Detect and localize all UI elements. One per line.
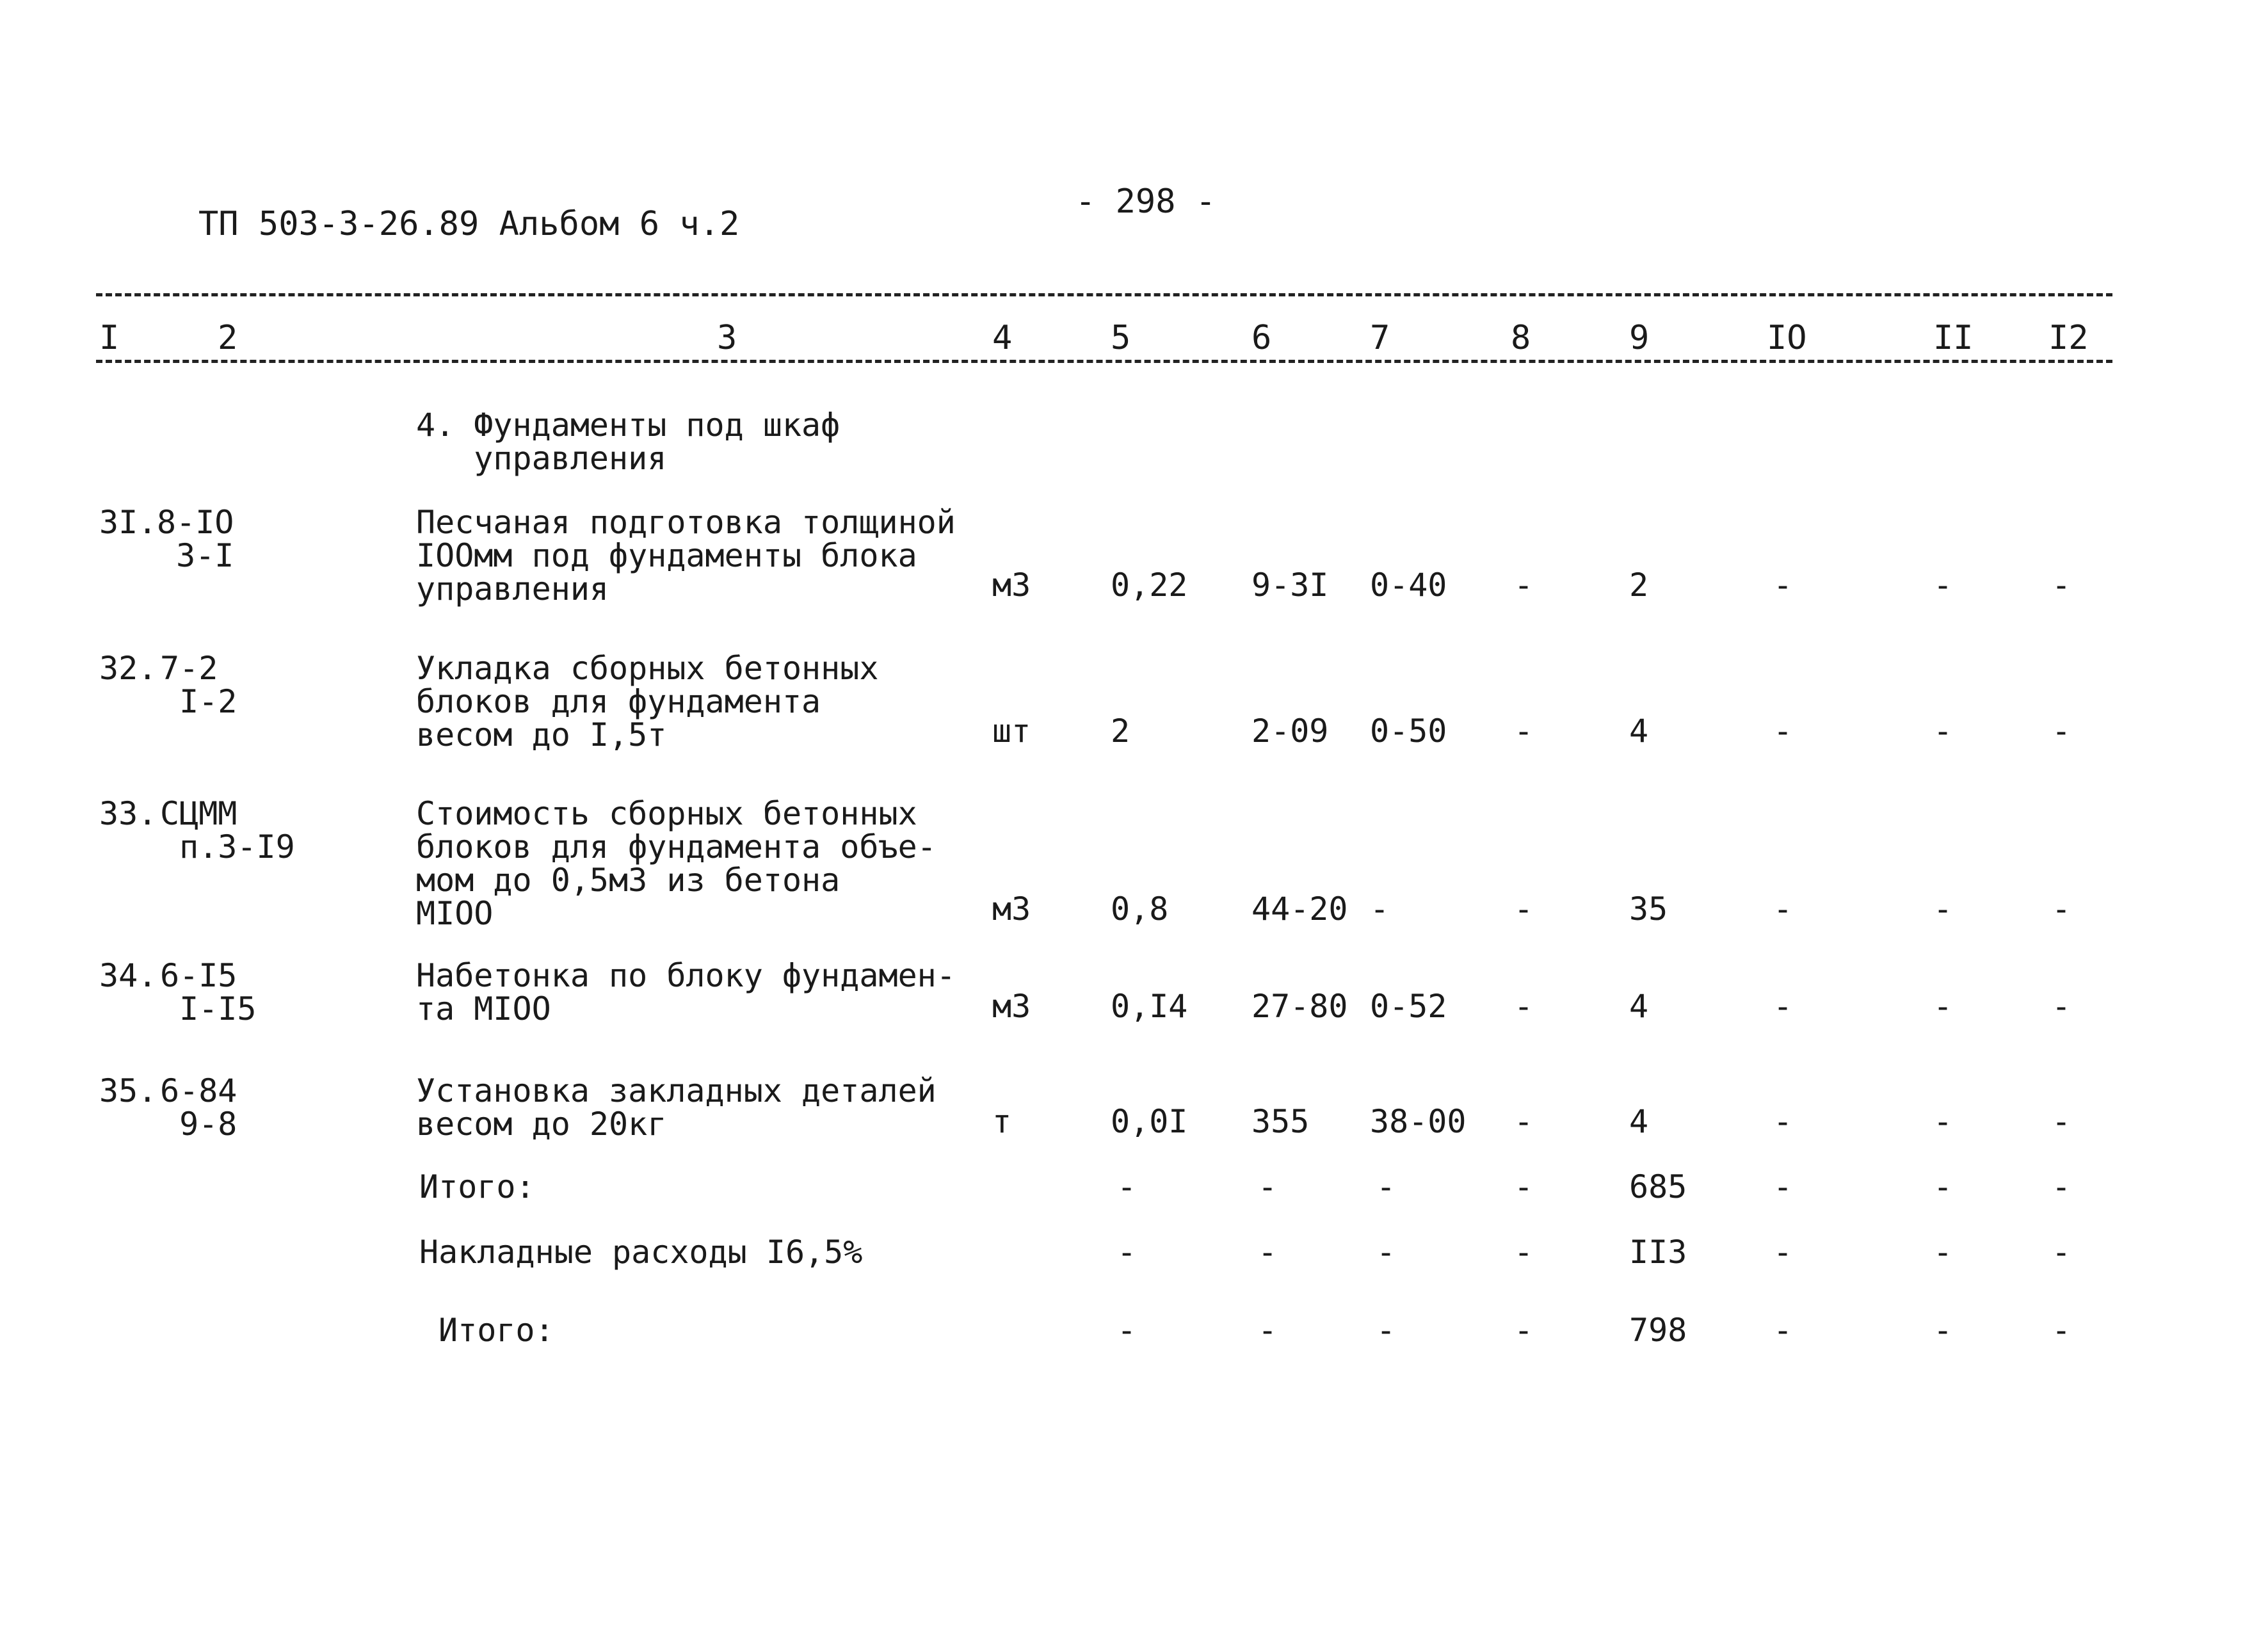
col-num-9: 9 [1629, 319, 1650, 357]
col-num-10: IO [1767, 319, 1807, 357]
row-number: 3I. [99, 504, 157, 541]
row-number: 33. [99, 795, 157, 832]
row-col11: - [1933, 988, 1953, 1025]
row-quantity: 0,22 [1111, 567, 1188, 604]
row-wage: - [1370, 890, 1390, 928]
overhead-col7: - [1376, 1234, 1396, 1271]
grand-total-col11: - [1933, 1312, 1953, 1349]
row-col8: - [1514, 988, 1534, 1025]
row-col9: 2 [1629, 567, 1649, 604]
total-label: Итого: [419, 1168, 535, 1205]
overhead-col11: - [1933, 1234, 1953, 1271]
row-col12: - [2052, 890, 2071, 928]
overhead-col6: - [1258, 1234, 1278, 1271]
total-col11: - [1933, 1168, 1953, 1205]
row-col11: - [1933, 712, 1953, 750]
row-col12: - [2052, 988, 2071, 1025]
col-num-3: 3 [717, 319, 737, 357]
document-code: ТП 503-3-26.89 Альбом 6 ч.2 [198, 205, 740, 243]
row-code: 7-2 I-2 [160, 650, 237, 720]
row-code: СЦММ п.3-I9 [160, 795, 295, 865]
row-col10: - [1773, 988, 1793, 1025]
grand-total-col12: - [2052, 1312, 2071, 1349]
row-col8: - [1514, 1103, 1534, 1140]
overhead-label: Накладные расходы I6,5% [419, 1234, 863, 1271]
row-number: 34. [99, 957, 157, 994]
row-col8: - [1514, 567, 1534, 604]
row-number: 35. [99, 1072, 157, 1109]
row-price: 44-20 [1251, 890, 1348, 928]
row-col9: 4 [1629, 1103, 1649, 1140]
page-number: - 298 - [1075, 182, 1216, 221]
row-description: Укладка сборных бетонных блоков для фундамента весом до I,5т [416, 650, 879, 753]
row-col9: 4 [1629, 712, 1649, 750]
row-col12: - [2052, 1103, 2071, 1140]
total-col7: - [1376, 1168, 1396, 1205]
total-col9: 685 [1629, 1168, 1687, 1205]
overhead-col9: II3 [1629, 1234, 1687, 1271]
grand-total-col10: - [1773, 1312, 1793, 1349]
row-price: 9-3I [1251, 567, 1329, 604]
row-wage: 38-00 [1370, 1103, 1467, 1140]
row-col11: - [1933, 1103, 1953, 1140]
header-rule-top [96, 293, 2112, 296]
row-code: 6-84 9-8 [160, 1072, 237, 1143]
row-quantity: 2 [1111, 712, 1130, 750]
row-number: 32. [99, 650, 157, 687]
row-col9: 35 [1629, 890, 1668, 928]
row-col8: - [1514, 712, 1534, 750]
overhead-col5: - [1117, 1234, 1137, 1271]
grand-total-col9: 798 [1629, 1312, 1687, 1349]
grand-total-col5: - [1117, 1312, 1137, 1349]
row-description: Установка закладных деталей весом до 20кг [416, 1072, 937, 1143]
row-description: Песчаная подготовка толщиной IOOмм под фундаменты блока управления [416, 504, 956, 608]
row-col10: - [1773, 1103, 1793, 1140]
col-num-6: 6 [1251, 319, 1272, 357]
total-col8: - [1514, 1168, 1534, 1205]
row-col10: - [1773, 567, 1793, 604]
row-unit: т [992, 1103, 1012, 1140]
overhead-col12: - [2052, 1234, 2071, 1271]
row-quantity: 0,8 [1111, 890, 1169, 928]
total-col12: - [2052, 1168, 2071, 1205]
col-num-11: II [1933, 319, 1974, 357]
col-num-2: 2 [218, 319, 238, 357]
col-num-12: I2 [2048, 319, 2089, 357]
row-quantity: 0,0I [1111, 1103, 1188, 1140]
row-col10: - [1773, 712, 1793, 750]
row-col9: 4 [1629, 988, 1649, 1025]
row-price: 2-09 [1251, 712, 1329, 750]
header-rule-bottom [96, 360, 2112, 363]
row-description: Стоимость сборных бетонных блоков для фундамента объе- мом до 0,5м3 из бетона MIOO [416, 795, 937, 932]
row-col8: - [1514, 890, 1534, 928]
overhead-col8: - [1514, 1234, 1534, 1271]
row-code: 6-I5 I-I5 [160, 957, 257, 1027]
row-col11: - [1933, 567, 1953, 604]
grand-total-label: Итого: [438, 1312, 554, 1349]
col-num-7: 7 [1370, 319, 1390, 357]
row-wage: 0-50 [1370, 712, 1447, 750]
col-num-5: 5 [1111, 319, 1131, 357]
row-unit: м3 [992, 890, 1031, 928]
row-col12: - [2052, 567, 2071, 604]
row-col12: - [2052, 712, 2071, 750]
row-description: Набетонка по блоку фундамен- та MIOO [416, 957, 956, 1027]
total-col10: - [1773, 1168, 1793, 1205]
grand-total-col6: - [1258, 1312, 1278, 1349]
row-col11: - [1933, 890, 1953, 928]
overhead-col10: - [1773, 1234, 1793, 1271]
col-num-1: I [99, 319, 120, 357]
grand-total-col7: - [1376, 1312, 1396, 1349]
section-title: 4. Фундаменты под шкаф управления [416, 406, 840, 477]
row-price: 27-80 [1251, 988, 1348, 1025]
row-unit: м3 [992, 567, 1031, 604]
total-col5: - [1117, 1168, 1137, 1205]
row-quantity: 0,I4 [1111, 988, 1188, 1025]
row-price: 355 [1251, 1103, 1310, 1140]
row-wage: 0-40 [1370, 567, 1447, 604]
col-num-8: 8 [1511, 319, 1531, 357]
col-num-4: 4 [992, 319, 1013, 357]
row-unit: м3 [992, 988, 1031, 1025]
grand-total-col8: - [1514, 1312, 1534, 1349]
row-wage: 0-52 [1370, 988, 1447, 1025]
row-unit: шт [992, 712, 1031, 750]
row-code: 8-IO 3-I [157, 504, 234, 574]
row-col10: - [1773, 890, 1793, 928]
total-col6: - [1258, 1168, 1278, 1205]
